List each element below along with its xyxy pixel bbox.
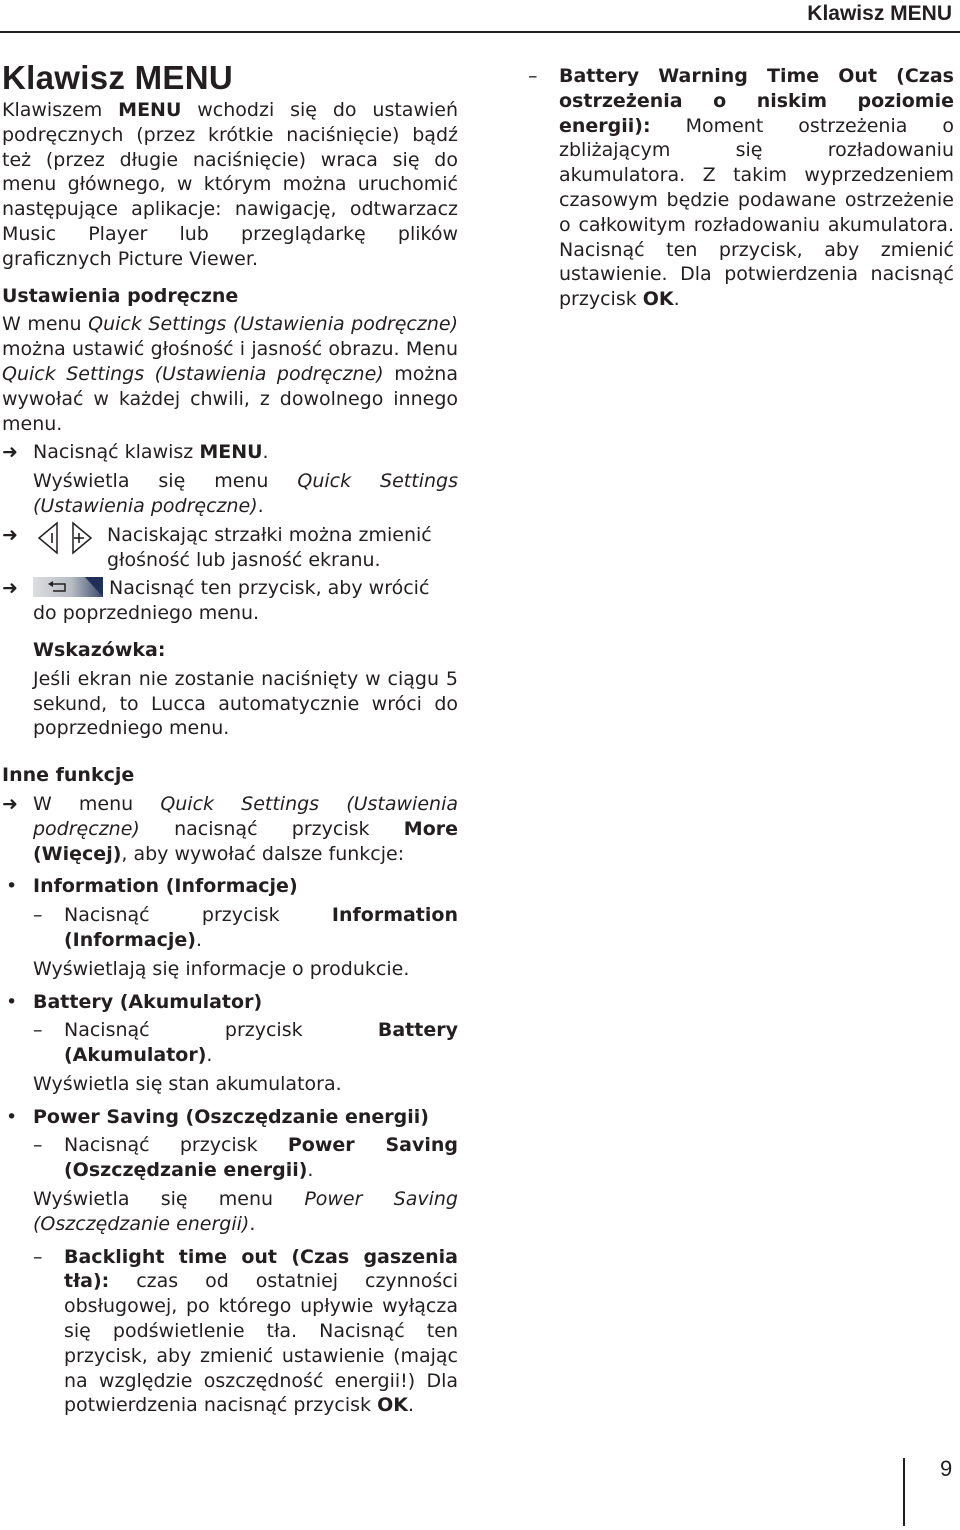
page-number-rule — [903, 1458, 905, 1526]
step3-text: Nacisnąć ten przycisk, aby wrócić do poprzedniego menu. — [33, 577, 430, 625]
result-term: Power Saving (Oszczędzanie energii) — [33, 1188, 458, 1235]
action-end: . — [206, 1044, 213, 1067]
action-button-label: Information (Informacje) — [64, 904, 458, 951]
bullet: • — [6, 990, 18, 1013]
list-item-power-saving — [2, 1105, 458, 1130]
step2-text: Naciskając strzałki można zmienić głośność lub jasność ekranu. — [107, 523, 432, 571]
step-result-menu — [2, 469, 458, 519]
hint-text: Jeśli ekran nie zostanie naciśnięty w ciągu 5 sekund, to Lucca automatycznie wróci do poprzedniego menu. — [33, 667, 458, 740]
backlight-timeout-entry — [2, 1245, 458, 1419]
step1-result-text: Wyświetla się menu — [33, 470, 298, 493]
action-button-label: Power Saving (Oszczędzanie energii) — [64, 1134, 458, 1182]
intro-text-rest: wchodzi się do ustawień podręcznych (przez krótkie naciśnięcie) bądź też (przez długie naciśnięcie) wraca się do menu głównego, w którym można uruchomić następujące aplikacje: nawigację, odtwarzacz Music Player lub przeglądarkę plików graficznych Picture Viewer. — [2, 99, 458, 270]
hint-label: Wskazówka: — [33, 638, 166, 661]
volume-arrows-icon — [33, 519, 99, 557]
item-title: Information (Informacje) — [33, 875, 298, 898]
back-button-icon — [33, 576, 103, 598]
battery-warning-end: . — [673, 288, 680, 311]
bullet: • — [6, 875, 18, 898]
backlight-text: czas od ostatniej czynności obsługowej, po którego upływie wyłącza się podświetlenie tła. Nacisnąć ten przycisk, aby zmienić ustawienie (mając na względzie oszczędność energii!) Dla potwierdzenia nacisnąć przycisk — [64, 1270, 458, 1417]
step1-text: Nacisnąć klawisz — [33, 441, 200, 464]
step1-result-term: Quick Settings (Ustawienia podręczne) — [33, 470, 458, 517]
battery-warning-text: Moment ostrzeżenia o zbliżającym się rozładowaniu akumulatora. Z takim wyprzedzeniem czasowym będzie podawane ostrzeżenie o całkowitym rozładowaniu akumulatora. Nacisnąć ten przycisk, aby zmienić ustawienie. Dla potwierdzenia nacisnąć przycisk — [559, 114, 954, 311]
intro-text-start: Klawiszem — [2, 99, 119, 121]
more-button-label: More (Więcej) — [33, 817, 458, 865]
step-press-menu — [2, 440, 458, 465]
intro-menu-key: MENU — [118, 99, 182, 121]
step1-key: MENU — [199, 441, 263, 464]
ok-button-label: OK — [642, 288, 674, 311]
section-heading-other-functions: Inne funkcje — [2, 764, 135, 787]
more-term: Quick Settings (Ustawienia podręczne) — [33, 792, 458, 840]
bullet: • — [6, 1105, 18, 1128]
dash: – — [33, 904, 43, 927]
more-text-a: W menu — [33, 792, 161, 815]
item-action — [2, 1133, 458, 1183]
qs-term-a: Quick Settings (Ustawienia podręczne) — [88, 313, 458, 336]
step-arrows — [2, 523, 458, 573]
arrow-icon: ➜ — [2, 792, 18, 815]
backlight-label: Backlight time out (Czas gaszenia tła): — [64, 1245, 458, 1293]
dash: – — [33, 1134, 43, 1157]
item-action — [2, 903, 458, 953]
more-text-c: nacisnąć przycisk — [139, 817, 404, 840]
step1-result-end: . — [257, 494, 264, 517]
arrow-icon: ➜ — [2, 577, 18, 600]
section-heading-quick-settings: Ustawienia podręczne — [2, 284, 239, 307]
item-title: Power Saving (Oszczędzanie energii) — [33, 1105, 429, 1128]
list-item-information — [2, 874, 458, 899]
action-text: Nacisnąć przycisk — [64, 1134, 288, 1157]
qs-text-c: można ustawić głośność i jasność obrazu. Menu — [2, 338, 458, 361]
step1-end: . — [262, 441, 269, 464]
dash: – — [33, 1019, 43, 1042]
arrow-icon: ➜ — [2, 441, 18, 464]
battery-warning-label: Battery Warning Time Out (Czas ostrzeżenia o niskim poziomie energii): — [559, 65, 954, 137]
running-header: Klawisz MENU — [807, 2, 952, 25]
item-result: Wyświetlają się informacje o produkcie. — [33, 957, 410, 980]
qs-text-e: można wywołać w każdej chwili, z dowolnego innego menu. — [2, 362, 458, 435]
backlight-end: . — [407, 1394, 415, 1417]
action-button-label: Battery (Akumulator) — [64, 1019, 458, 1067]
action-end: . — [307, 1159, 314, 1182]
dash: – — [528, 65, 538, 87]
step-more — [2, 792, 458, 866]
page-title: Klawisz MENU — [2, 59, 233, 96]
step-back — [2, 576, 458, 626]
item-title: Battery (Akumulator) — [33, 990, 263, 1013]
quick-settings-paragraph — [2, 312, 458, 436]
header-rule — [0, 31, 960, 33]
item-result — [2, 1187, 458, 1237]
page-number: 9 — [940, 1456, 953, 1481]
intro-paragraph — [2, 98, 458, 272]
result-end: . — [249, 1212, 256, 1235]
left-column — [2, 58, 458, 1418]
list-item-battery — [2, 990, 458, 1015]
battery-warning-entry — [528, 64, 954, 312]
dash: – — [33, 1245, 43, 1268]
action-end: . — [195, 928, 202, 951]
action-text: Nacisnąć przycisk — [64, 904, 332, 927]
result-text: Wyświetla się menu — [33, 1188, 305, 1211]
action-text: Nacisnąć przycisk — [64, 1019, 378, 1042]
arrow-icon: ➜ — [2, 523, 18, 546]
more-text-e: , aby wywołać dalsze funkcje: — [121, 842, 405, 865]
right-column — [528, 64, 954, 312]
qs-term-b: Quick Settings (Ustawienia podręczne) — [2, 362, 384, 385]
item-result: Wyświetla się stan akumulatora. — [33, 1072, 342, 1095]
qs-text-a: W menu — [2, 313, 89, 336]
item-action — [2, 1018, 458, 1068]
ok-button-label: OK — [377, 1394, 408, 1417]
